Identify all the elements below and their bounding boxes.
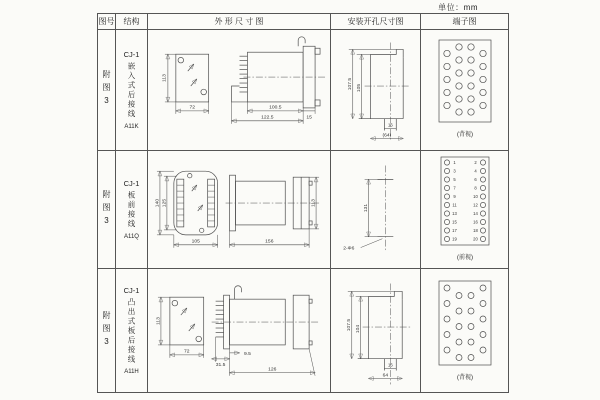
header-structure: 结构 — [116, 14, 148, 30]
svg-text:5: 5 — [453, 176, 456, 182]
row1-mount-cell — [331, 30, 421, 151]
svg-text:8: 8 — [474, 185, 477, 190]
row1-terminal-cell — [421, 30, 508, 151]
row1-front-view — [161, 54, 208, 114]
svg-text:9: 9 — [453, 193, 456, 199]
row2-front-view — [154, 171, 217, 248]
row3-mount-drawing — [331, 269, 420, 392]
row1-side-view — [232, 36, 326, 123]
svg-text:64: 64 — [382, 373, 389, 379]
header-figure: 图号 — [98, 14, 116, 30]
svg-text:126: 126 — [268, 367, 277, 373]
svg-text:16: 16 — [388, 362, 393, 368]
row1-outline-cell — [148, 30, 331, 151]
row3-model: CJ-1 — [123, 285, 140, 295]
svg-text:13: 13 — [452, 210, 457, 216]
unit-label: 单位：mm — [438, 3, 478, 12]
row1-mount-drawing — [331, 30, 420, 151]
row2-hole-note: 2-Φ6 — [343, 246, 355, 252]
svg-text:113: 113 — [156, 317, 162, 326]
row2-side-view — [226, 175, 319, 248]
header-terminal: 端子图 — [421, 14, 508, 30]
row1-terminal-view-label: (背视) — [457, 131, 473, 138]
svg-text:140: 140 — [155, 198, 161, 207]
row1-terminal-drawing — [421, 30, 508, 151]
row2-mount-drawing — [331, 151, 420, 269]
svg-text:72: 72 — [189, 104, 196, 110]
row2-outline-cell — [148, 151, 331, 269]
row2-structure-name: 板前接线 — [127, 191, 136, 229]
svg-text:18: 18 — [473, 227, 478, 233]
svg-text:113: 113 — [162, 73, 168, 82]
row3-side-view — [212, 286, 319, 376]
dimension-table — [97, 13, 509, 393]
row1-model: CJ-1 — [123, 50, 140, 59]
svg-text:12: 12 — [473, 202, 478, 207]
row2-terminal-view-label: (前视) — [457, 254, 473, 261]
row1-figure-cell — [98, 30, 116, 151]
svg-text:15: 15 — [306, 114, 312, 120]
svg-text:105: 105 — [191, 238, 200, 244]
row2-structure-cell — [116, 151, 148, 269]
svg-text:19: 19 — [452, 236, 457, 241]
row1-outline-drawing — [148, 30, 330, 151]
svg-text:131: 131 — [364, 203, 370, 212]
svg-text:6: 6 — [474, 176, 477, 182]
svg-text:17: 17 — [452, 227, 457, 233]
svg-text:107.5: 107.5 — [346, 318, 352, 332]
row3-terminal-drawing — [421, 269, 508, 392]
svg-text:1: 1 — [453, 159, 456, 165]
row2-model: CJ-1 — [123, 179, 140, 188]
svg-text:7: 7 — [453, 185, 456, 190]
row3-front-view — [155, 297, 203, 358]
row3-structure-name: 凸出式板后接线 — [127, 297, 136, 365]
svg-text:4: 4 — [474, 168, 477, 173]
svg-text:105: 105 — [357, 83, 363, 92]
row2-outline-drawing — [148, 151, 330, 269]
svg-text:31.5: 31.5 — [215, 362, 226, 368]
row1-type-code: A11K — [124, 124, 139, 130]
row2-terminal-numbers — [452, 160, 478, 242]
row2-figure-no: 附图3 — [102, 189, 111, 230]
row2-terminal-cell — [421, 151, 508, 269]
svg-text:20: 20 — [473, 236, 478, 241]
svg-text:107.5: 107.5 — [347, 77, 353, 90]
row2-figure-cell — [98, 151, 116, 269]
svg-text:122.5: 122.5 — [261, 114, 274, 120]
svg-text:16: 16 — [388, 122, 393, 128]
row3-mount-cell — [331, 269, 421, 392]
svg-text:72: 72 — [184, 349, 190, 355]
row3-structure-cell — [116, 269, 148, 392]
row3-outline-cell — [148, 269, 331, 392]
svg-text:(64): (64) — [382, 132, 392, 138]
svg-text:3: 3 — [453, 168, 456, 173]
svg-text:9.5: 9.5 — [243, 351, 251, 357]
svg-text:100.5: 100.5 — [269, 104, 282, 110]
svg-text:10: 10 — [473, 193, 478, 199]
row3-figure-no: 附图3 — [102, 310, 111, 351]
row2-type-code: A11Q — [124, 234, 139, 240]
row3-terminal-cell — [421, 269, 508, 392]
row1-figure-no: 附图3 — [102, 70, 111, 110]
row1-structure-cell — [116, 30, 148, 151]
row1-structure-name: 嵌入式后接线 — [127, 62, 136, 119]
svg-text:156: 156 — [265, 238, 274, 244]
row2-terminal-drawing — [421, 151, 508, 269]
header-mount: 安装开孔尺寸图 — [331, 14, 421, 30]
header-outline: 外 形 尺 寸 图 — [148, 14, 331, 30]
svg-text:15: 15 — [452, 219, 457, 224]
svg-text:11: 11 — [452, 202, 457, 207]
row3-outline-drawing — [148, 269, 330, 392]
row3-figure-cell — [98, 269, 116, 392]
row3-terminal-view-label: (背视) — [457, 375, 473, 381]
svg-text:104: 104 — [356, 324, 362, 334]
svg-text:125: 125 — [162, 198, 168, 207]
svg-text:14: 14 — [473, 210, 478, 216]
svg-text:2: 2 — [474, 159, 477, 165]
row2-mount-cell — [331, 151, 421, 269]
svg-text:16: 16 — [473, 219, 478, 224]
svg-text:113: 113 — [311, 198, 317, 207]
row3-type-code: A11H — [124, 369, 139, 376]
